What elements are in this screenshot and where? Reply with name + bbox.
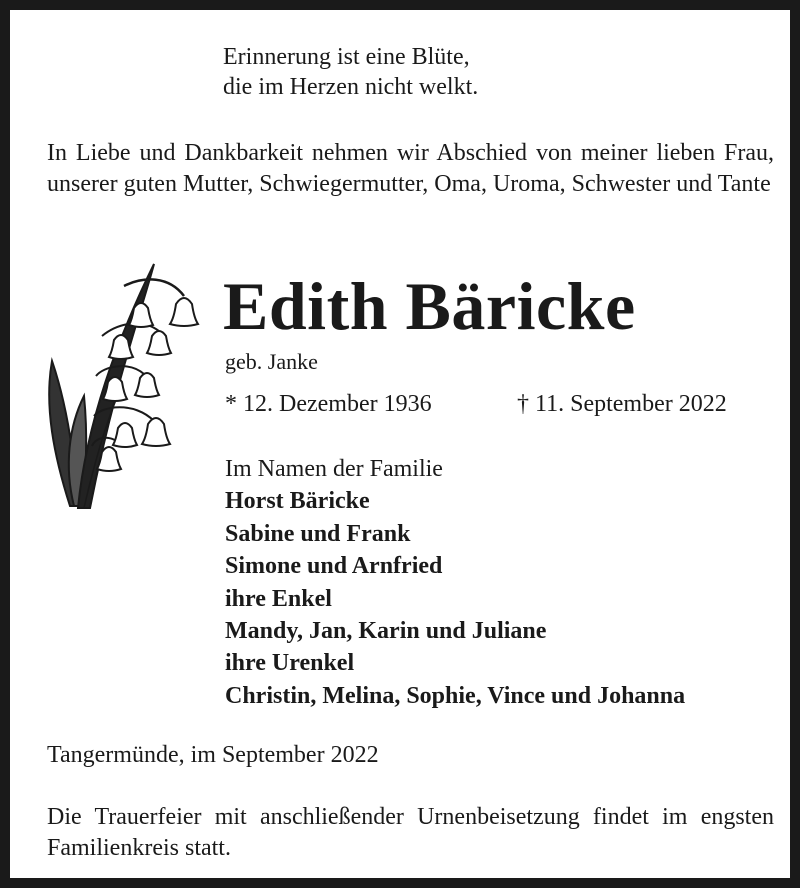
- family-member: Mandy, Jan, Karin und Juliane: [225, 618, 547, 645]
- death-date: † 11. September 2022: [517, 391, 727, 417]
- funeral-notice: Die Trauerfeier mit anschließender Urnenbeisetzung findet im engsten Familienkreis statt.: [47, 804, 774, 861]
- verse-line: Erinnerung ist eine Blüte,: [223, 44, 470, 70]
- family-signature: [225, 453, 685, 712]
- lily-of-the-valley-icon: [44, 256, 204, 516]
- birth-date: * 12. Dezember 1936: [225, 391, 432, 417]
- family-member: Horst Bäricke: [225, 488, 370, 515]
- birth-name: geb. Janke: [225, 349, 318, 374]
- family-group-label: ihre Urenkel: [225, 650, 355, 677]
- memorial-verse: [223, 42, 478, 102]
- family-member: Christin, Melina, Sophie, Vince und Johanna: [225, 682, 686, 709]
- family-member: Simone und Arnfried: [225, 553, 443, 580]
- deceased-name: Edith Bäricke: [223, 268, 636, 344]
- family-member: Sabine und Frank: [225, 520, 411, 547]
- family-heading: Im Namen der Familie: [225, 456, 443, 482]
- verse-line: die im Herzen nicht welkt.: [223, 74, 479, 100]
- life-dates: [225, 388, 785, 420]
- farewell-text: In Liebe und Dankbarkeit nehmen wir Abschied von meiner lieben Frau, unserer guten Mutter, Schwiegermutter, Oma, Uroma, Schwester und Tante: [47, 140, 774, 197]
- place-and-date: Tangermünde, im September 2022: [47, 742, 379, 768]
- family-group-label: ihre Enkel: [225, 585, 332, 612]
